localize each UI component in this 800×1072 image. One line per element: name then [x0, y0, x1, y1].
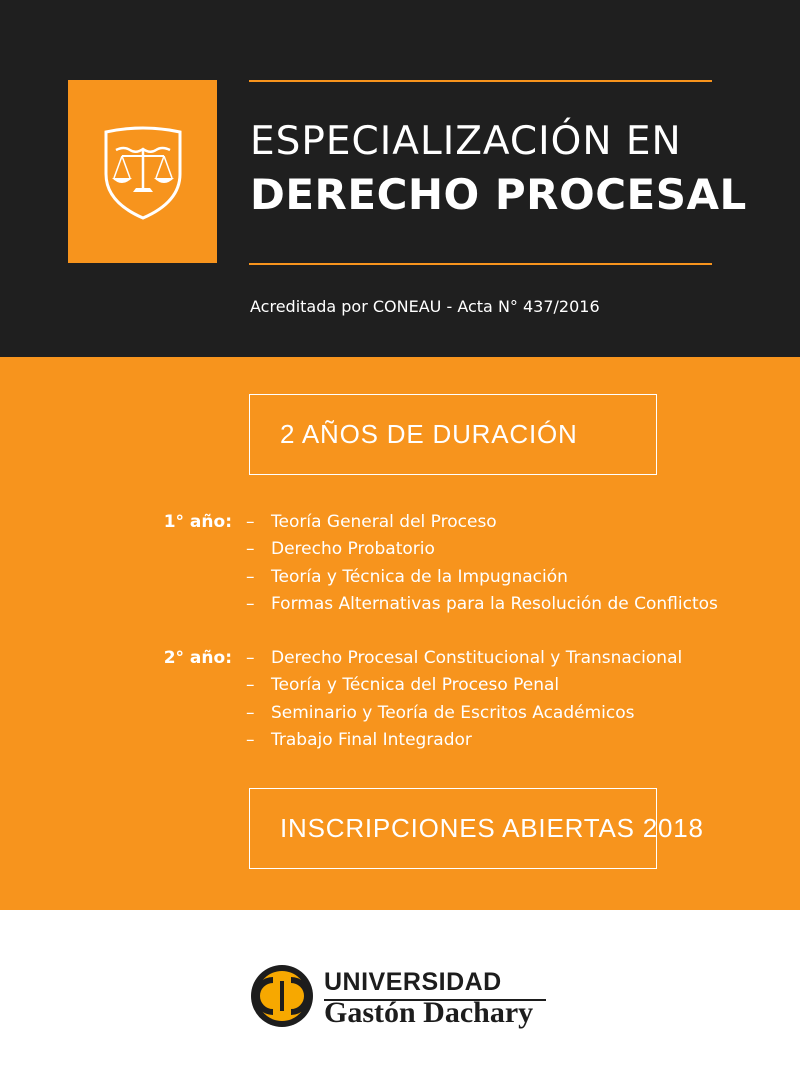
subject-label: Derecho Probatorio — [271, 539, 435, 560]
list-item — [246, 564, 718, 591]
list-item — [246, 727, 682, 754]
program-title-line2: DERECHO PROCESAL — [250, 170, 747, 219]
dash-bullet: – — [246, 675, 255, 696]
header-section — [0, 0, 800, 357]
year1-label: 1° año: — [163, 512, 232, 532]
subject-label: Derecho Procesal Constitucional y Transnacional — [271, 648, 683, 668]
dash-bullet: – — [246, 594, 255, 615]
footer-section — [0, 910, 800, 1072]
university-logo-icon — [249, 963, 315, 1029]
list-item — [246, 509, 718, 536]
program-title-line1: ESPECIALIZACIÓN EN — [250, 119, 682, 164]
dash-bullet: – — [246, 648, 255, 668]
subject-label: Teoría General del Proceso — [271, 512, 497, 532]
header-bottom-rule — [249, 263, 712, 265]
subject-label: Trabajo Final Integrador — [271, 730, 472, 751]
scales-shield-icon — [100, 122, 186, 222]
list-item — [246, 591, 718, 618]
list-item — [246, 645, 682, 672]
header-top-rule — [249, 80, 712, 82]
year1-subject-list — [246, 509, 718, 619]
duration-box — [249, 394, 657, 475]
university-name-line1: UNIVERSIDAD — [324, 968, 502, 996]
list-item — [246, 672, 682, 699]
dash-bullet: – — [246, 566, 255, 587]
accreditation-text: Acreditada por CONEAU - Acta N° 437/2016 — [250, 297, 600, 316]
program-details-section — [0, 357, 800, 910]
list-item — [246, 700, 682, 727]
list-item — [246, 536, 718, 563]
subject-label: Formas Alternativas para la Resolución de Conflictos — [271, 594, 718, 615]
dash-bullet: – — [246, 702, 255, 723]
year2-label: 2° año: — [163, 648, 232, 668]
enrollment-label: INSCRIPCIONES ABIERTAS 2018 — [280, 813, 704, 843]
university-name-line2: Gastón Dachary — [324, 996, 534, 1029]
duration-label: 2 AÑOS DE DURACIÓN — [280, 419, 578, 449]
enrollment-box — [249, 788, 704, 869]
dash-bullet: – — [246, 512, 255, 532]
year2-subject-list — [246, 645, 682, 755]
subject-label: Teoría y Técnica de la Impugnación — [271, 566, 568, 587]
subject-label: Seminario y Teoría de Escritos Académicos — [271, 702, 635, 723]
dash-bullet: – — [246, 730, 255, 751]
dash-bullet: – — [246, 539, 255, 560]
subject-label: Teoría y Técnica del Proceso Penal — [271, 675, 560, 696]
emblem-box — [68, 80, 217, 263]
